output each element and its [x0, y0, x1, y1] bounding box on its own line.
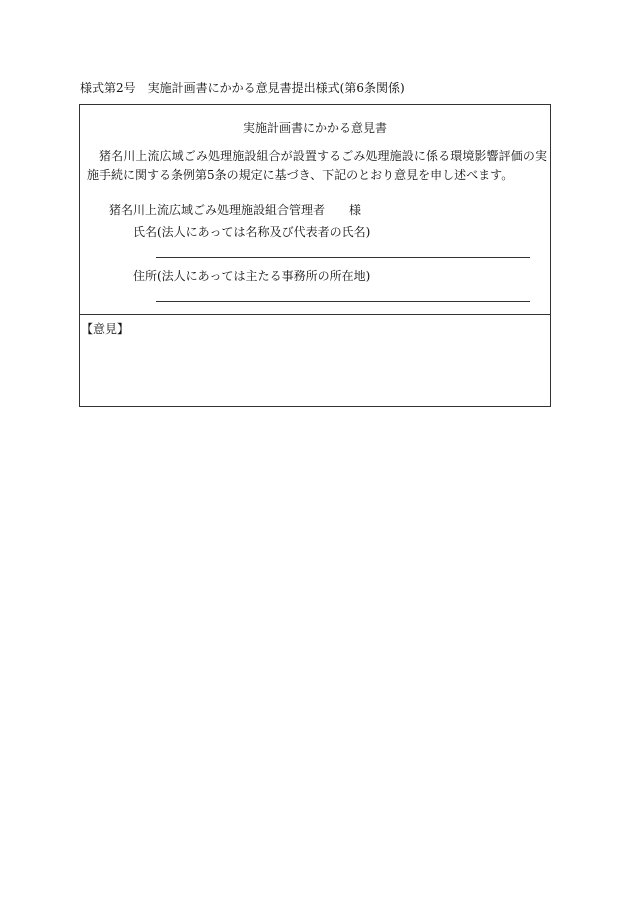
opinion-form [79, 104, 551, 407]
document-title: 実施計画書にかかる意見書 [242, 121, 387, 135]
address-field-label: 住所(法人にあっては主たる事務所の所在地) [133, 269, 371, 283]
name-field-line[interactable] [156, 257, 530, 258]
addressee-line: 猪名川上流広域ごみ処理施設組合管理者 様 [109, 203, 362, 217]
opinion-section[interactable] [80, 315, 550, 406]
address-field-line[interactable] [156, 301, 530, 302]
form-header-section [80, 105, 550, 315]
name-field-label: 氏名(法人にあっては名称及び代表者の氏名) [133, 225, 371, 239]
opinion-heading: 【意見】 [81, 322, 130, 336]
form-number-label: 様式第2号 実施計画書にかかる意見書提出様式(第6条関係) [80, 81, 405, 95]
declaration-text: 猪名川上流広域ごみ処理施設組合が設置するごみ処理施設に係る環境影響評価の実施手続に関する条例第5条の規定に基づき、下記のとおり意見を申し述べます。 [87, 149, 547, 182]
